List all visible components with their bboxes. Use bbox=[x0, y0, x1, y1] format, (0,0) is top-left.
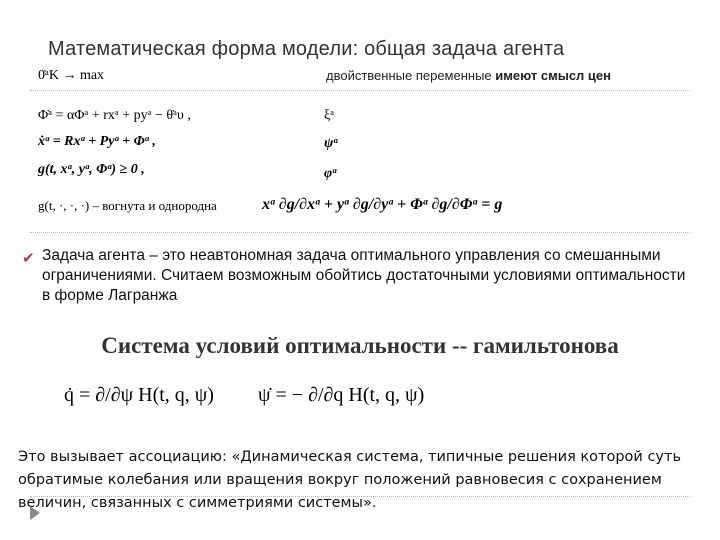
dual-phi: φᵃ bbox=[324, 166, 337, 181]
agent-problem-bullet bbox=[22, 246, 692, 306]
dual-xi: ξᵃ bbox=[324, 108, 335, 123]
homogeneity-equation: xᵃ ∂g/∂xᵃ + yᵃ ∂g/∂yᵃ + Φᵃ ∂g/∂Φᵃ = g bbox=[262, 196, 503, 213]
dual-label-prefix: двойственные переменные bbox=[326, 68, 496, 83]
bullet-text: Задача агента – это неавтономная задача оптимального управления со смешанными ограничениями. Считаем возможным обойтись достаточными условиями оптимальности в форме Лагранжа bbox=[42, 247, 686, 304]
bottom-separator bbox=[30, 496, 690, 497]
section-heading: Система условий оптимальности -- гамильтонова bbox=[101, 333, 619, 358]
concavity-note: g(t, ·, ·, ·) – вогнута и однородна bbox=[38, 198, 217, 213]
objective-formula: 0̇ᵃK → max bbox=[38, 68, 105, 83]
constraint-formula: g(t, xᵃ, yᵃ, Φᵃ) ≥ 0 , bbox=[38, 162, 145, 177]
state-dynamics-formula: ẋᵃ = Rxᵃ + Pyᵃ + Φᵃ , bbox=[38, 134, 156, 149]
dual-label-bold: имеют смысл цен bbox=[495, 68, 611, 83]
triangle-arrow-icon[interactable] bbox=[30, 506, 40, 520]
checkmark-bullet-icon: ✔ bbox=[22, 249, 35, 267]
capital-dynamics-formula: Φ̇ᵃ = αΦᵃ + rxᵃ + pyᵃ − θ̇ᵃυ , bbox=[38, 108, 191, 123]
top-separator bbox=[30, 90, 690, 91]
hamilton-equation-psi: ψ̇ = − ∂/∂q H(t, q, ψ) bbox=[258, 384, 425, 406]
dual-variables-label bbox=[326, 68, 611, 83]
mid-separator bbox=[30, 232, 690, 233]
hamilton-equation-q: q̇ = ∂/∂ψ H(t, q, ψ) bbox=[64, 384, 214, 406]
association-quote: Это вызывает ассоциацию: «Динамическая система, типичные решения которой суть обратимые колебания или вращения вокруг положений равновесия с сохранением величин, связанных с симметриями системы». bbox=[18, 449, 681, 511]
dual-psi: ψᵃ bbox=[324, 136, 338, 151]
slide-title: Математическая форма модели: общая задача агента bbox=[48, 38, 565, 60]
